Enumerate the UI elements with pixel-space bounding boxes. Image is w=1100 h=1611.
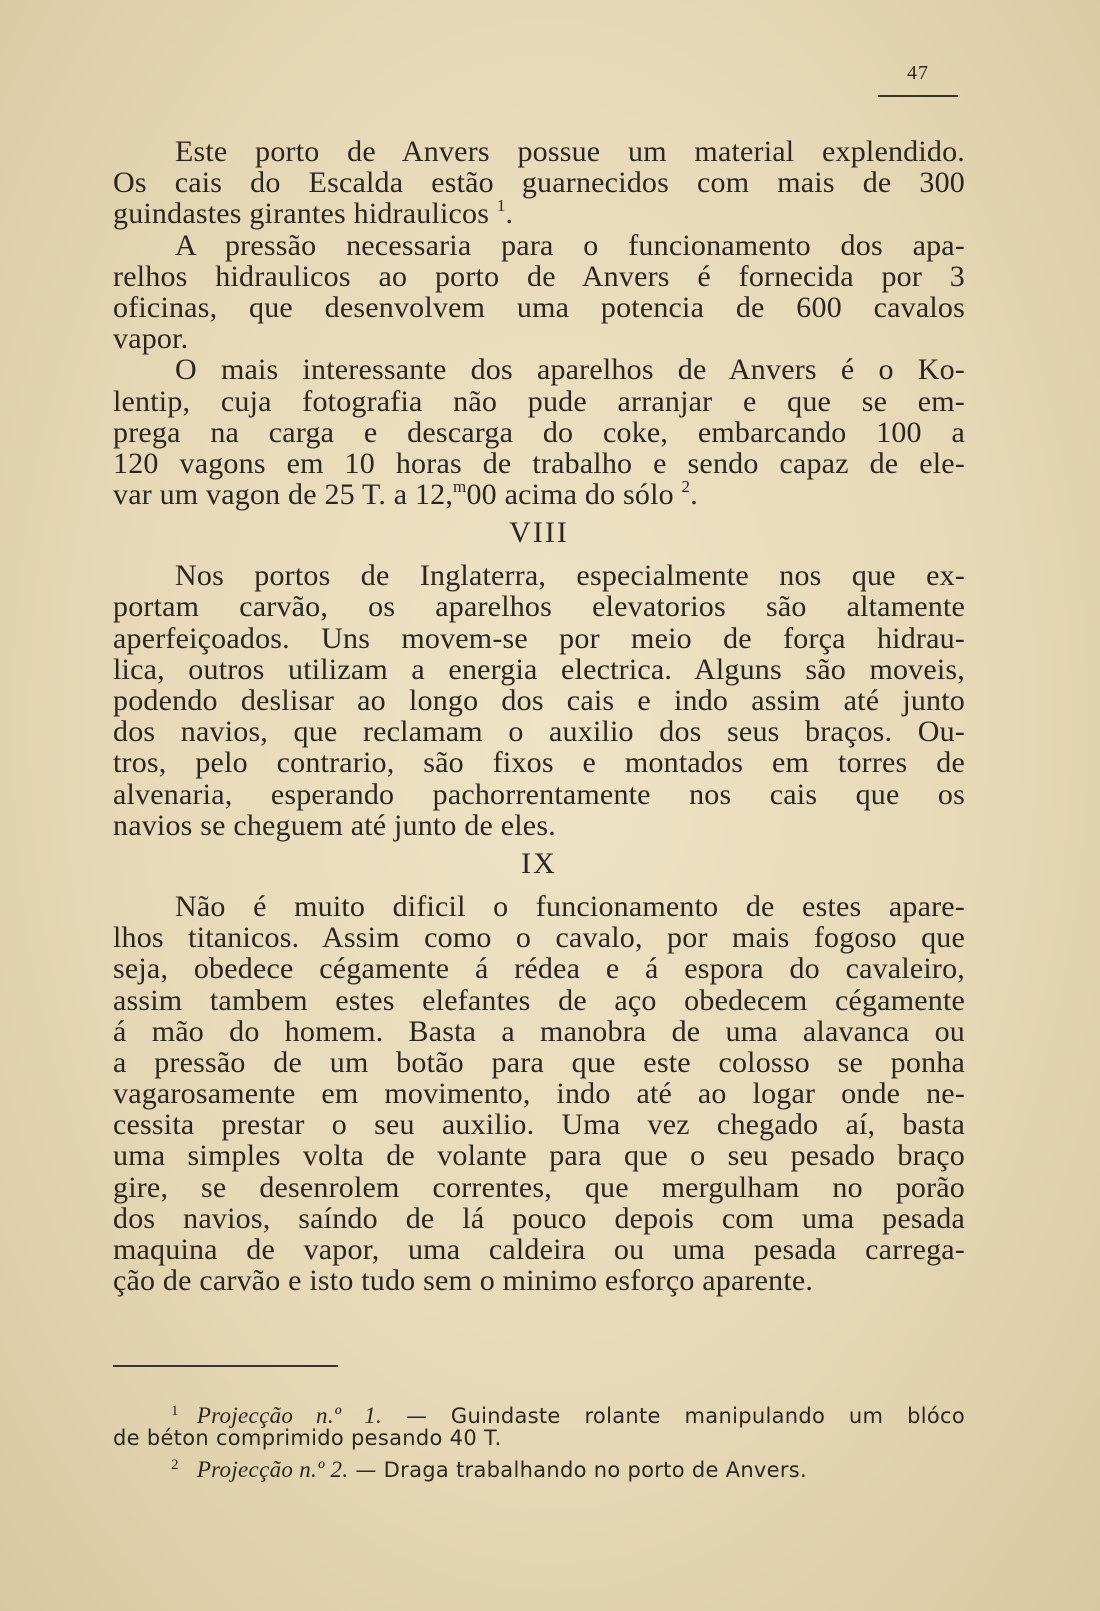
footnote-mark: 1 <box>171 1403 179 1419</box>
text-line: a pressão de um botão para que este colosso se ponha <box>113 1045 965 1079</box>
footnote-2 <box>113 1452 965 1482</box>
text-line: assim tambem estes elefantes de aço obedecem cégamente <box>113 983 965 1017</box>
text-line: gire, se desenrolem correntes, que mergulham no porão <box>113 1170 965 1204</box>
text-line: Os cais do Escalda estão guarnecidos com mais de 300 <box>113 166 965 200</box>
footnote-source: Projecção n.º 2. <box>196 1457 349 1482</box>
text-fragment: . <box>690 478 698 512</box>
text-line: A pressão necessaria para o funcionamento dos apa- <box>175 228 965 262</box>
footnote-1-continuation: de béton comprimido pesando 40 T. <box>113 1426 502 1450</box>
text-fragment: guindastes girantes hidraulicos <box>113 197 490 231</box>
text-fragment: . <box>505 197 514 231</box>
text-line: dos navios, saíndo de lá pouco depois com uma pesada <box>113 1201 965 1235</box>
text-line: vagarosamente em movimento, indo até ao logar onde ne- <box>113 1077 965 1111</box>
text-fragment: 00 acima do sólo <box>466 478 682 512</box>
text-line: alvenaria, esperando pachorrentamente nos cais que os <box>113 777 965 811</box>
text-line <box>113 479 965 510</box>
text-line <box>113 198 965 229</box>
text-line: Não é muito dificil o funcionamento de estes apare- <box>175 889 965 923</box>
text-line: Nos portos de Inglaterra, especialmente nos que ex- <box>175 559 965 593</box>
text-line: uma simples volta de volante para que o seu pesado braço <box>113 1139 965 1173</box>
footnote-separator <box>113 1365 338 1367</box>
footnote-source: Projecção n.º 1. <box>196 1403 383 1428</box>
text-line: maquina de vapor, uma caldeira ou uma pesada carrega- <box>113 1233 965 1266</box>
text-line: oficinas, que desenvolvem uma potencia de 600 cavalos <box>113 290 965 324</box>
footnote-text: — Draga trabalhando no porto de Anvers. <box>355 1458 808 1482</box>
text-line: cessita prestar o seu auxilio. Uma vez chegado aí, basta <box>113 1108 965 1142</box>
footnote-reference: 2 <box>681 477 691 497</box>
section-heading: IX <box>521 846 557 880</box>
text-line: tros, pelo contrario, são fixos e montados em torres de <box>113 746 965 780</box>
text-line: navios se cheguem até junto de eles. <box>113 808 556 842</box>
main-text <box>113 136 965 1296</box>
text-line: ção de carvão e isto tudo sem o minimo esforço aparente. <box>113 1264 814 1298</box>
text-line: seja, obedece cégamente á rédea e á espora do cavaleiro, <box>113 952 965 986</box>
footnotes <box>113 1398 965 1482</box>
footnote-reference: 1 <box>496 196 506 216</box>
text-line: relhos hidraulicos ao porto de Anvers é fornecida por 3 <box>113 259 965 293</box>
text-line: 120 vagons em 10 horas de trabalho e sendo capaz de ele- <box>113 446 965 480</box>
text-line: lica, outros utilizam a energia electrica. Alguns são moveis, <box>113 652 965 686</box>
page-number-rule <box>878 95 958 97</box>
text-fragment: var um vagon de 25 T. a 12, <box>113 478 454 512</box>
text-line: vapor. <box>113 322 189 356</box>
text-line: Este porto de Anvers possue um material explendido. <box>175 135 965 168</box>
text-line: portam carvão, os aparelhos elevatorios são altamente <box>113 590 965 624</box>
text-line: dos navios, que reclamam o auxilio dos seus braços. Ou- <box>113 715 965 749</box>
text-line: O mais interessante dos aparelhos de Anvers é o Ko- <box>175 353 965 387</box>
text-line: lhos titanicos. Assim como o cavalo, por mais fogoso que <box>113 921 965 955</box>
unit-superscript: m <box>453 477 467 497</box>
text-line: podendo deslisar ao longo dos cais e indo assim até junto <box>113 684 965 717</box>
footnote-text: — Guindaste rolante manipulando um blóco <box>405 1404 965 1428</box>
footnote-1 <box>113 1398 965 1428</box>
text-line: aperfeiçoados. Uns movem-se por meio de força hidrau- <box>113 621 965 655</box>
text-line: lentip, cuja fotografia não pude arranjar e que se em- <box>113 384 965 418</box>
section-heading: VIII <box>509 516 569 550</box>
footnote-mark: 2 <box>171 1457 179 1473</box>
text-line: á mão do homem. Basta a manobra de uma alavanca ou <box>113 1014 965 1048</box>
page-number: 47 <box>907 62 929 84</box>
text-line: prega na carga e descarga do coke, embarcando 100 a <box>113 415 965 449</box>
